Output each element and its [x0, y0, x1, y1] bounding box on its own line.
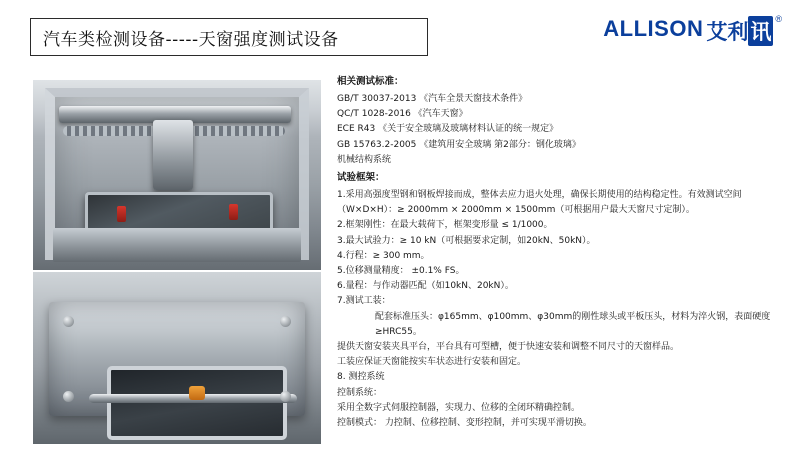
fixture-line: 工装应保证天窗能按实车状态进行安装和固定。 — [337, 357, 527, 368]
param-item: 3.最大试验力：≥ 10 kN（可根据要求定制，如20kN、50kN）。 — [337, 235, 596, 246]
control-line: 控制系统： — [337, 387, 383, 398]
logo-chinese-left: 艾利 — [706, 20, 749, 44]
fixture-line: 配套标准压头：φ165mm、φ100mm、φ30mm的刚性球头或平板压头，材料为淬火钢，表面硬度≥HRC55。 — [375, 311, 771, 337]
fixture-window-opening — [107, 366, 287, 440]
page-title-box — [30, 18, 428, 56]
logo-text-english: ALLISON — [603, 16, 704, 41]
brand-logo — [603, 16, 782, 46]
equipment-photo-bottom — [33, 272, 321, 444]
fixture-orange-block — [189, 386, 205, 400]
param-item: 6.量程：与作动器匹配（如10kN、20kN）。 — [337, 281, 514, 292]
fixture-bolt — [63, 316, 74, 327]
standard-item: GB/T 30037-2013 《汽车全景天窗技术条件》 — [337, 94, 528, 104]
control-line: 采用全数字式伺服控制器，实现力、位移的全闭环精确控制。 — [337, 402, 581, 413]
machine-frame-graphic — [33, 80, 321, 270]
param-item: 1.采用高强度型钢和钢板焊接而成，整体去应力退火处理，确保长期使用的结构稳定性。有效测试空间（W×D×H）：≥ 2000mm × 2000mm × 1500mm（可根据用户最大天窗尺寸定制）。 — [337, 190, 742, 216]
param-item: 5.位移测量精度： ±0.1% FS。 — [337, 266, 465, 277]
machine-red-clamp-left — [117, 206, 126, 222]
fixture-bolt — [280, 391, 291, 402]
control-heading: 8. 测控系统 — [337, 372, 385, 383]
fixture-platform-graphic — [33, 272, 321, 444]
fixture-plate — [49, 302, 305, 416]
fixture-bolt — [63, 391, 74, 402]
control-line: 控制模式： 力控制、位移控制、变形控制，并可实现平滑切换。 — [337, 418, 592, 429]
logo-text-chinese — [706, 16, 773, 46]
machine-base — [53, 228, 301, 262]
fixture-bolt — [280, 316, 291, 327]
standards-heading: 相关测试标准： — [337, 76, 404, 87]
registered-trademark-icon: ® — [775, 14, 782, 24]
page-title: 汽车类检测设备-----天窗强度测试设备 — [43, 29, 339, 50]
standard-item: GB 15763.2-2005 《建筑用安全玻璃 第2部分：钢化玻璃》 — [337, 139, 581, 150]
equipment-photo-top — [33, 80, 321, 270]
machine-red-clamp-right — [229, 204, 238, 220]
standard-item: QC/T 1028-2016 《汽车天窗》 — [337, 109, 468, 120]
logo-chinese-mark: 讯 — [748, 16, 773, 46]
machine-actuator-head — [153, 120, 193, 190]
params-heading: 试验框架： — [337, 172, 385, 184]
specification-text-column — [337, 74, 787, 431]
param-item: 4.行程：≥ 300 mm。 — [337, 250, 430, 261]
param-item: 7.测试工装： — [337, 296, 391, 307]
param-item: 2.框架刚性：在最大载荷下，框架变形量 ≤ 1/1000。 — [337, 220, 553, 231]
standard-item: 机械结构系统 — [337, 154, 392, 165]
standard-item: ECE R43 《关于安全玻璃及玻璃材料认证的统一规定》 — [337, 124, 559, 135]
fixture-line: 提供天窗安装夹具平台，平台具有可型槽，便于快速安装和调整不同尺寸的天窗样品。 — [337, 342, 680, 353]
